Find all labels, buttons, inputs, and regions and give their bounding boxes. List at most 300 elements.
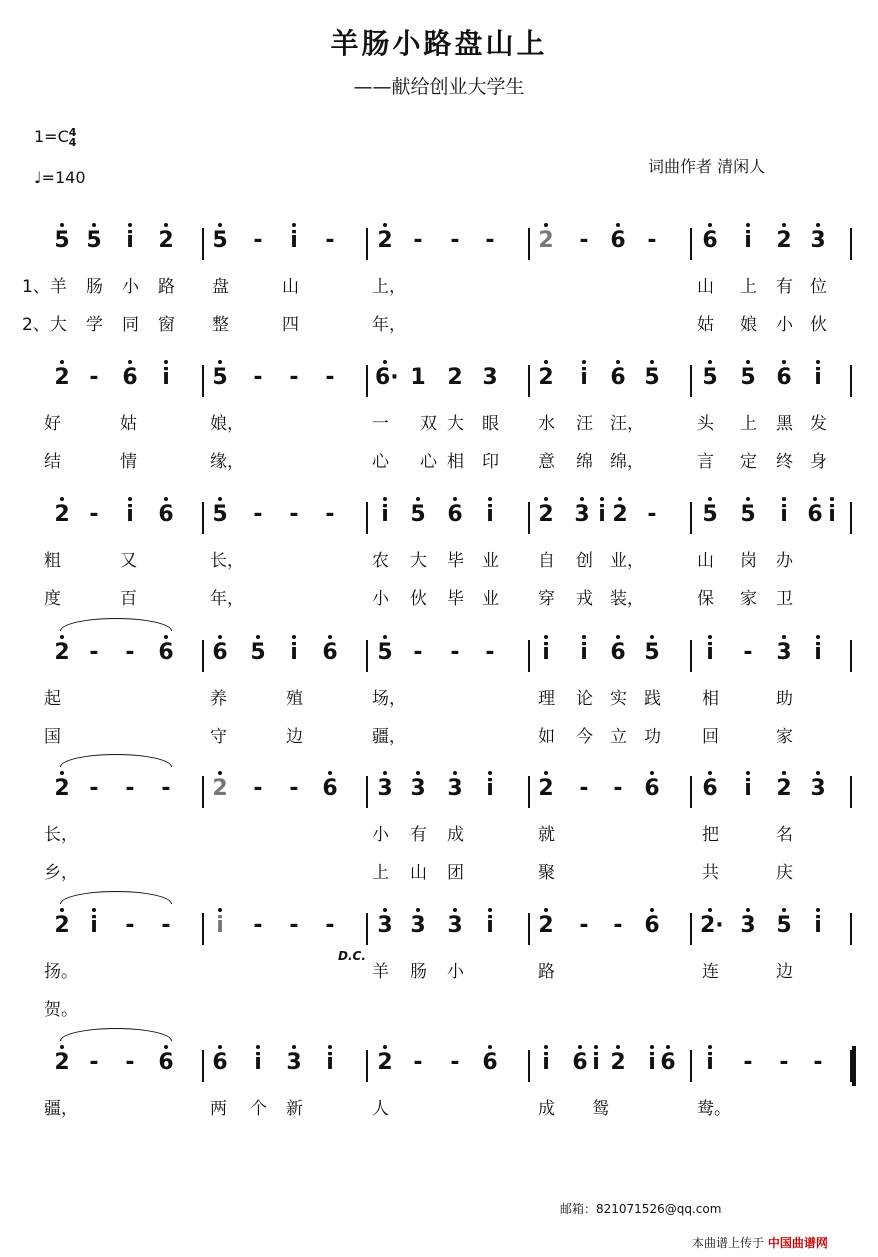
- lyric-word: 新: [286, 1099, 303, 1119]
- octave-dot: [128, 223, 132, 227]
- note: 6: [212, 1050, 228, 1075]
- barline: [850, 776, 852, 808]
- lyric-word: 守: [210, 727, 227, 747]
- tie: [60, 1028, 172, 1041]
- note: i: [780, 502, 788, 527]
- octave-dot: [60, 223, 64, 227]
- lyric-word: 论: [576, 689, 593, 709]
- lyric-word: 黑: [776, 414, 793, 434]
- lyric-word: 有: [410, 825, 427, 845]
- octave-dot: [650, 1045, 654, 1049]
- lyric-word: 扬。: [44, 962, 78, 982]
- lyric-word: 起: [44, 689, 61, 709]
- note: i: [542, 1050, 550, 1075]
- note: 3: [776, 640, 792, 665]
- note: -: [579, 228, 589, 253]
- octave-dot: [256, 635, 260, 639]
- note: i: [486, 776, 494, 801]
- note: 6: [482, 1050, 498, 1075]
- note: -: [253, 502, 263, 527]
- octave-dot: [164, 360, 168, 364]
- note: -: [89, 640, 99, 665]
- lyric-word: 姑: [120, 414, 137, 434]
- lyric-word: 践: [644, 689, 661, 709]
- lyric-word: 姑: [697, 315, 714, 335]
- octave-dot: [164, 635, 168, 639]
- lyric-word: 汪: [576, 414, 593, 434]
- lyric-word: 乡，: [44, 863, 78, 883]
- lyric-word: 连: [702, 962, 719, 982]
- note: 3: [410, 913, 426, 938]
- octave-dot: [816, 771, 820, 775]
- lyric-word: 水: [538, 414, 555, 434]
- barline: [366, 913, 368, 945]
- note: -: [579, 913, 589, 938]
- barline: [528, 365, 530, 397]
- octave-dot: [544, 497, 548, 501]
- note: 3: [286, 1050, 302, 1075]
- octave-dot: [256, 1045, 260, 1049]
- note: 6: [158, 640, 174, 665]
- note: i: [542, 640, 550, 665]
- note: 2: [776, 228, 792, 253]
- note: 5: [644, 640, 660, 665]
- octave-dot: [218, 1045, 222, 1049]
- lyric-word: 1、羊: [22, 277, 67, 297]
- lyric-word: 同: [122, 315, 139, 335]
- note: 6·: [375, 365, 399, 390]
- octave-dot: [416, 497, 420, 501]
- barline: [366, 776, 368, 808]
- note: -: [289, 502, 299, 527]
- lyric-word: 汪，: [610, 414, 644, 434]
- note: i: [381, 502, 389, 527]
- note: 6: [322, 640, 338, 665]
- octave-dot: [488, 497, 492, 501]
- octave-dot: [60, 360, 64, 364]
- lyric-word: 2、大: [22, 315, 67, 335]
- lyric-word: 小: [122, 277, 139, 297]
- note: i: [580, 640, 588, 665]
- lyric-word: 心: [372, 452, 389, 472]
- lyric-word: 殖: [286, 689, 303, 709]
- octave-dot: [218, 360, 222, 364]
- note: 3: [410, 776, 426, 801]
- final-barline: [852, 1046, 856, 1086]
- tie: [60, 754, 172, 767]
- lyric-word: 庆: [776, 863, 793, 883]
- note: -: [89, 776, 99, 801]
- note: 2: [158, 228, 174, 253]
- lyric-word: 创: [576, 551, 593, 571]
- octave-dot: [666, 1045, 670, 1049]
- barline: [202, 1050, 204, 1082]
- lyric-word: 两: [210, 1099, 227, 1119]
- note: 2: [538, 913, 554, 938]
- octave-dot: [544, 1045, 548, 1049]
- barline: [690, 502, 692, 534]
- note: 2: [54, 913, 70, 938]
- octave-dot: [128, 497, 132, 501]
- note: 6: [776, 365, 792, 390]
- octave-dot: [746, 360, 750, 364]
- barline: [528, 776, 530, 808]
- lyric-word: 肠: [410, 962, 427, 982]
- barline: [202, 228, 204, 260]
- lyric-word: 毕: [447, 589, 464, 609]
- lyric-word: 羊: [372, 962, 389, 982]
- barline: [850, 913, 852, 945]
- octave-dot: [708, 635, 712, 639]
- octave-dot: [782, 360, 786, 364]
- lyric-word: 终: [776, 452, 793, 472]
- note: 6: [644, 776, 660, 801]
- note: 5: [86, 228, 102, 253]
- lyric-word: 窗: [158, 315, 175, 335]
- note: 2: [447, 365, 463, 390]
- octave-dot: [488, 1045, 492, 1049]
- note: 6: [807, 502, 823, 527]
- note: 5: [54, 228, 70, 253]
- octave-dot: [708, 497, 712, 501]
- lyric-word: 整: [212, 315, 229, 335]
- lyric-word: 回: [702, 727, 719, 747]
- octave-dot: [164, 1045, 168, 1049]
- lyric-word: 贺。: [44, 1000, 78, 1020]
- note: 3: [574, 502, 590, 527]
- note: 3: [810, 776, 826, 801]
- note: i: [706, 640, 714, 665]
- note: i: [326, 1050, 334, 1075]
- lyric-word: 立: [610, 727, 627, 747]
- note: i: [648, 1050, 656, 1075]
- octave-dot: [416, 771, 420, 775]
- lyric-word: 功: [644, 727, 661, 747]
- lyric-word: 上: [740, 414, 757, 434]
- barline: [528, 502, 530, 534]
- site-logo: 中国曲谱网: [767, 1236, 828, 1250]
- octave-dot: [650, 771, 654, 775]
- lyric-word: 疆，: [44, 1099, 78, 1119]
- lyric-word: 实: [610, 689, 627, 709]
- note: 3: [482, 365, 498, 390]
- lyric-word: 国: [44, 727, 61, 747]
- lyric-word: 就: [538, 825, 555, 845]
- note: -: [253, 913, 263, 938]
- octave-dot: [488, 771, 492, 775]
- note: 6: [572, 1050, 588, 1075]
- octave-dot: [782, 223, 786, 227]
- note: 2: [377, 1050, 393, 1075]
- note: 3: [447, 913, 463, 938]
- lyric-word: 上: [740, 277, 757, 297]
- octave-dot: [746, 771, 750, 775]
- note: i: [486, 502, 494, 527]
- lyric-word: 今: [576, 727, 593, 747]
- lyric-word: 粗: [44, 551, 61, 571]
- lyric-word: 缘，: [210, 452, 244, 472]
- note: -: [125, 913, 135, 938]
- lyric-word: 肠: [86, 277, 103, 297]
- lyric-word: 伙: [810, 315, 827, 335]
- note: 6: [610, 640, 626, 665]
- octave-dot: [813, 497, 817, 501]
- barline: [850, 640, 852, 672]
- lyric-word: 自: [538, 551, 555, 571]
- octave-dot: [578, 1045, 582, 1049]
- note: 1: [410, 365, 426, 390]
- lyric-word: 言: [697, 452, 714, 472]
- lyric-word: 小: [372, 825, 389, 845]
- lyric-word: 伙: [410, 589, 427, 609]
- octave-dot: [164, 223, 168, 227]
- octave-dot: [218, 635, 222, 639]
- note: 5: [212, 365, 228, 390]
- note: 2: [538, 502, 554, 527]
- octave-dot: [383, 223, 387, 227]
- note: -: [325, 365, 335, 390]
- barline: [366, 365, 368, 397]
- octave-dot: [544, 360, 548, 364]
- note: 6: [212, 640, 228, 665]
- footer-email: 邮箱：821071526@qq.com: [560, 1202, 722, 1216]
- octave-dot: [453, 771, 457, 775]
- note: 2: [538, 365, 554, 390]
- lyric-word: 小: [372, 589, 389, 609]
- octave-dot: [292, 223, 296, 227]
- octave-dot: [416, 908, 420, 912]
- lyric-word: 小: [776, 315, 793, 335]
- lyric-word: 四: [282, 315, 299, 335]
- lyric-word: 娘: [740, 315, 757, 335]
- lyric-word: 情: [120, 452, 137, 472]
- octave-dot: [544, 635, 548, 639]
- note: 3: [810, 228, 826, 253]
- octave-dot: [650, 908, 654, 912]
- lyric-word: 聚: [538, 863, 555, 883]
- note: -: [253, 776, 263, 801]
- note: -: [253, 365, 263, 390]
- lyric-word: 头: [697, 414, 714, 434]
- note: i: [580, 365, 588, 390]
- note: -: [125, 776, 135, 801]
- note: 6: [122, 365, 138, 390]
- song-subtitle: ——献给创业大学生: [353, 76, 525, 98]
- lyric-word: 岗: [740, 551, 757, 571]
- note: -: [89, 1050, 99, 1075]
- note: -: [743, 640, 753, 665]
- octave-dot: [328, 1045, 332, 1049]
- octave-dot: [616, 360, 620, 364]
- barline: [690, 776, 692, 808]
- note: i: [126, 502, 134, 527]
- note: -: [813, 1050, 823, 1075]
- octave-dot: [708, 1045, 712, 1049]
- barline: [366, 228, 368, 260]
- barline: [850, 228, 852, 260]
- note: 2: [538, 228, 554, 253]
- barline: [690, 913, 692, 945]
- octave-dot: [616, 635, 620, 639]
- note: 5: [740, 365, 756, 390]
- octave-dot: [544, 771, 548, 775]
- octave-dot: [128, 360, 132, 364]
- octave-dot: [594, 1045, 598, 1049]
- quarter-note-icon: ♩: [34, 168, 42, 187]
- octave-dot: [782, 635, 786, 639]
- octave-dot: [60, 635, 64, 639]
- note: 2: [610, 1050, 626, 1075]
- note: 5: [410, 502, 426, 527]
- note: -: [253, 228, 263, 253]
- note: 6: [610, 228, 626, 253]
- barline: [202, 502, 204, 534]
- octave-dot: [488, 908, 492, 912]
- barline: [202, 776, 204, 808]
- note: i: [814, 913, 822, 938]
- note: 6: [158, 1050, 174, 1075]
- lyric-word: 边: [776, 962, 793, 982]
- lyric-word: 人: [372, 1099, 389, 1119]
- note: -: [450, 1050, 460, 1075]
- footer-upload: 本曲谱上传于 中国曲谱网: [692, 1236, 828, 1250]
- octave-dot: [292, 635, 296, 639]
- octave-dot: [816, 908, 820, 912]
- note: -: [325, 228, 335, 253]
- lyric-word: 保: [697, 589, 714, 609]
- note: -: [89, 502, 99, 527]
- lyric-word: 学: [86, 315, 103, 335]
- lyric-word: 鸯。: [697, 1099, 731, 1119]
- note: i: [828, 502, 836, 527]
- octave-dot: [582, 635, 586, 639]
- lyric-word: 有: [776, 277, 793, 297]
- note: -: [289, 913, 299, 938]
- note: 2: [776, 776, 792, 801]
- barline: [528, 640, 530, 672]
- lyric-word: 身: [810, 452, 827, 472]
- octave-dot: [600, 497, 604, 501]
- barline: [528, 1050, 530, 1082]
- lyric-word: 卫: [776, 589, 793, 609]
- octave-dot: [616, 223, 620, 227]
- barline: [690, 228, 692, 260]
- lyric-word: 上: [372, 863, 389, 883]
- note: i: [290, 228, 298, 253]
- lyric-word: 山: [282, 277, 299, 297]
- barline: [690, 640, 692, 672]
- lyric-word: 助: [776, 689, 793, 709]
- lyric-word: 成: [447, 825, 464, 845]
- lyric-word: 心: [420, 452, 437, 472]
- octave-dot: [383, 360, 387, 364]
- lyric-word: 装，: [610, 589, 644, 609]
- lyric-word: 把: [702, 825, 719, 845]
- lyric-word: 毕: [447, 551, 464, 571]
- octave-dot: [746, 908, 750, 912]
- lyric-word: 好: [44, 414, 61, 434]
- note: i: [486, 913, 494, 938]
- da-capo-marking: D.C.: [338, 949, 366, 963]
- lyric-word: 结: [44, 452, 61, 472]
- note: i: [254, 1050, 262, 1075]
- lyric-word: 年，: [372, 315, 406, 335]
- lyric-word: 大: [447, 414, 464, 434]
- octave-dot: [383, 771, 387, 775]
- lyric-word: 绵: [576, 452, 593, 472]
- barline: [528, 913, 530, 945]
- octave-dot: [544, 223, 548, 227]
- lyric-word: 定: [740, 452, 757, 472]
- octave-dot: [453, 908, 457, 912]
- barline: [528, 228, 530, 260]
- note: 3: [377, 913, 393, 938]
- song-title: 羊肠小路盘山上: [330, 27, 548, 60]
- note: -: [413, 228, 423, 253]
- lyric-word: 相: [447, 452, 464, 472]
- note: 5: [740, 502, 756, 527]
- note: i: [290, 640, 298, 665]
- note: 6: [610, 365, 626, 390]
- barline: [850, 502, 852, 534]
- note: -: [161, 776, 171, 801]
- note: -: [613, 776, 623, 801]
- octave-dot: [60, 497, 64, 501]
- note: -: [450, 640, 460, 665]
- lyric-word: 家: [740, 589, 757, 609]
- octave-dot: [708, 223, 712, 227]
- lyric-word: 边: [286, 727, 303, 747]
- lyric-word: 鸳: [592, 1099, 609, 1119]
- note: -: [89, 365, 99, 390]
- barline: [202, 640, 204, 672]
- note: 5: [250, 640, 266, 665]
- octave-dot: [383, 908, 387, 912]
- note: 5: [644, 365, 660, 390]
- lyric-word: 团: [447, 863, 464, 883]
- octave-dot: [782, 908, 786, 912]
- octave-dot: [383, 497, 387, 501]
- lyric-word: 成: [538, 1099, 555, 1119]
- octave-dot: [218, 908, 222, 912]
- lyric-word: 戎: [576, 589, 593, 609]
- barline: [366, 502, 368, 534]
- note: -: [450, 228, 460, 253]
- octave-dot: [580, 497, 584, 501]
- lyric-word: 双: [420, 414, 437, 434]
- note: 2: [212, 776, 228, 801]
- octave-dot: [60, 771, 64, 775]
- note: -: [613, 913, 623, 938]
- note: 2: [538, 776, 554, 801]
- note: i: [592, 1050, 600, 1075]
- note: i: [162, 365, 170, 390]
- lyric-word: 又: [120, 551, 137, 571]
- lyric-word: 业: [482, 551, 499, 571]
- note: i: [814, 365, 822, 390]
- note: 6: [660, 1050, 676, 1075]
- note: 6: [447, 502, 463, 527]
- note: -: [779, 1050, 789, 1075]
- note: 5: [212, 228, 228, 253]
- note: 6: [158, 502, 174, 527]
- octave-dot: [60, 1045, 64, 1049]
- note: 2: [54, 365, 70, 390]
- lyric-word: 名: [776, 825, 793, 845]
- note: -: [325, 913, 335, 938]
- octave-dot: [746, 497, 750, 501]
- octave-dot: [708, 908, 712, 912]
